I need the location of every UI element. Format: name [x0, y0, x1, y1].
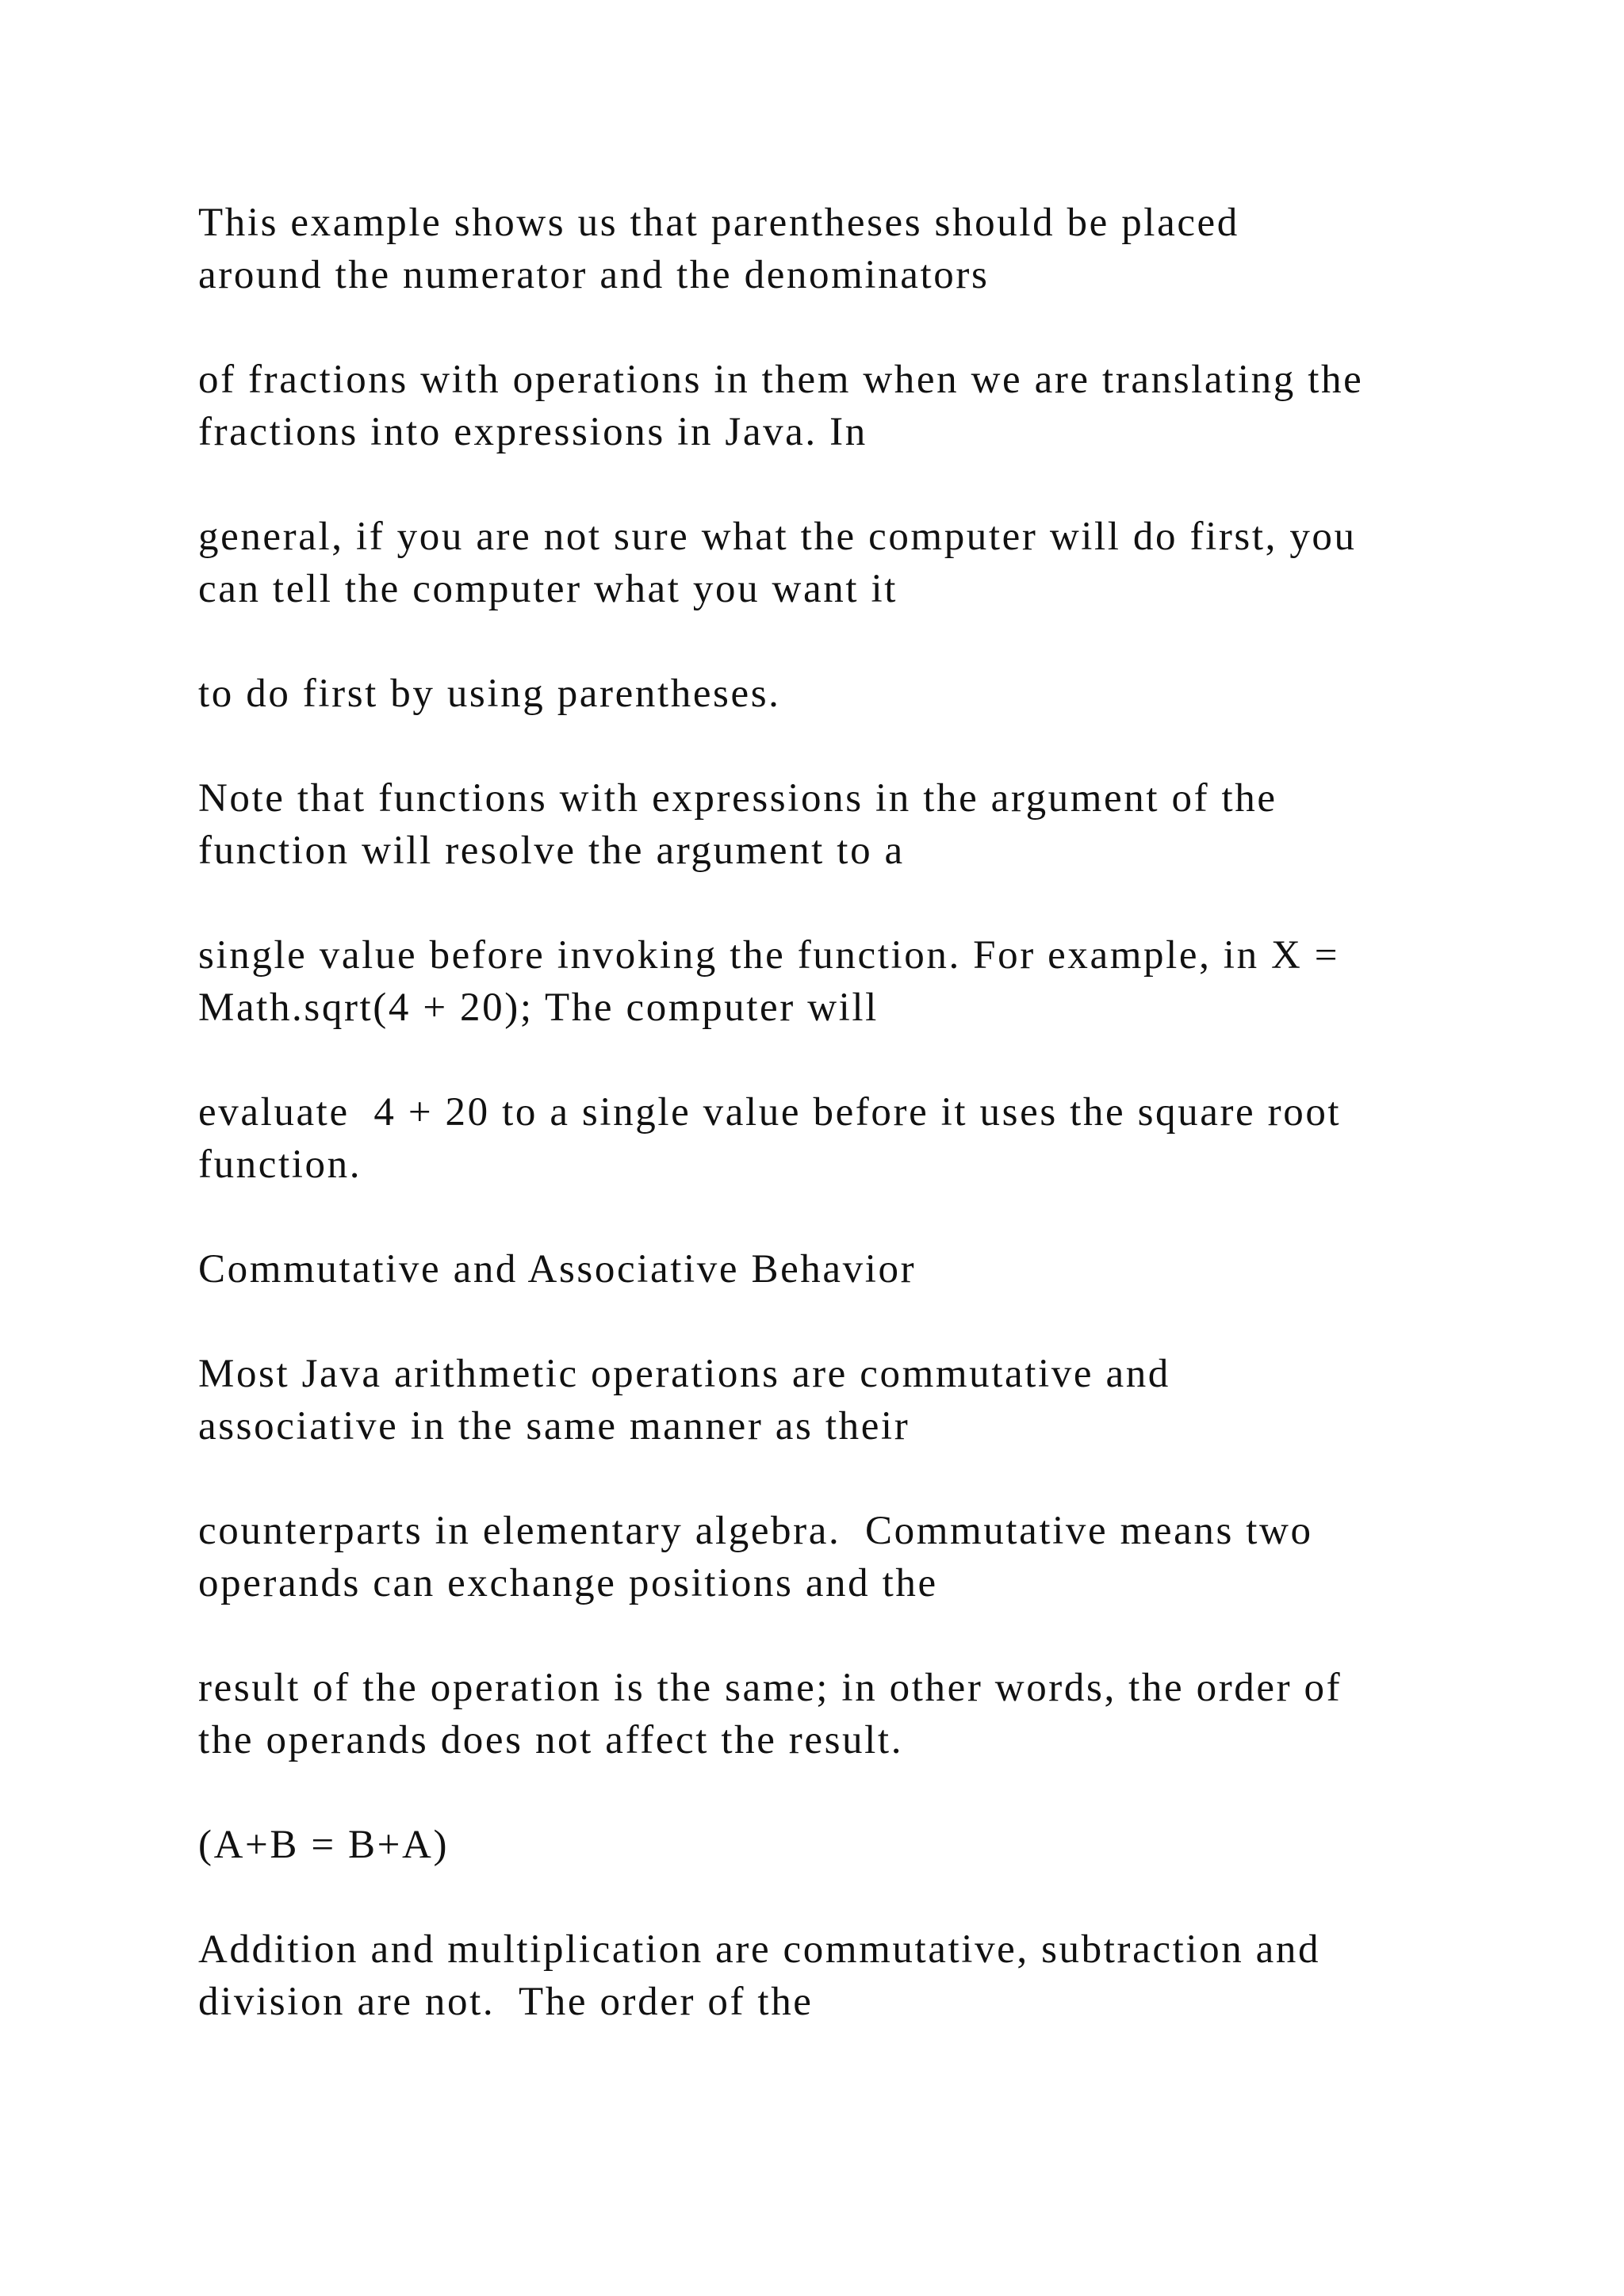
text-line: operands can exchange positions and the: [198, 1561, 938, 1605]
text-line: (A+B = B+A): [198, 1823, 450, 1867]
paragraph: [198, 197, 1507, 301]
formula-line: [198, 1819, 1507, 1871]
text-line: evaluate 4 + 20 to a single value before it uses the square root: [198, 1090, 1342, 1135]
text-line: the operands does not affect the result.: [198, 1718, 904, 1762]
paragraph: [198, 1348, 1507, 1452]
paragraph: [198, 354, 1507, 458]
text-line: function.: [198, 1142, 362, 1187]
text-line: Addition and multiplication are commutative, subtraction and: [198, 1927, 1321, 1972]
paragraph: [198, 1662, 1507, 1766]
paragraph: [198, 668, 1507, 720]
paragraph: [198, 511, 1507, 615]
document-body: [198, 197, 1507, 2080]
text-line: fractions into expressions in Java. In: [198, 410, 868, 454]
text-line: division are not. The order of the: [198, 1980, 814, 2024]
text-line: Math.sqrt(4 + 20); The computer will: [198, 985, 879, 1030]
paragraph: [198, 1923, 1507, 2028]
text-line: This example shows us that parentheses should be placed: [198, 201, 1239, 245]
text-line: to do first by using parentheses.: [198, 672, 781, 716]
paragraph: [198, 929, 1507, 1034]
paragraph: [198, 1505, 1507, 1609]
text-line: general, if you are not sure what the computer will do first, you: [198, 515, 1357, 559]
paragraph: [198, 1086, 1507, 1191]
text-line: Most Java arithmetic operations are commutative and: [198, 1352, 1170, 1396]
text-line: counterparts in elementary algebra. Commutative means two: [198, 1509, 1313, 1553]
text-line: single value before invoking the function. For example, in X =: [198, 933, 1340, 978]
text-line: Commutative and Associative Behavior: [198, 1247, 917, 1292]
text-line: associative in the same manner as their: [198, 1404, 910, 1448]
text-line: can tell the computer what you want it: [198, 567, 898, 611]
text-line: result of the operation is the same; in other words, the order of: [198, 1666, 1342, 1710]
text-line: function will resolve the argument to a: [198, 828, 905, 873]
paragraph: [198, 772, 1507, 877]
text-line: around the numerator and the denominators: [198, 253, 990, 297]
text-line: Note that functions with expressions in the argument of the: [198, 776, 1277, 821]
text-line: of fractions with operations in them when we are translating the: [198, 358, 1364, 402]
section-heading: [198, 1243, 1507, 1295]
